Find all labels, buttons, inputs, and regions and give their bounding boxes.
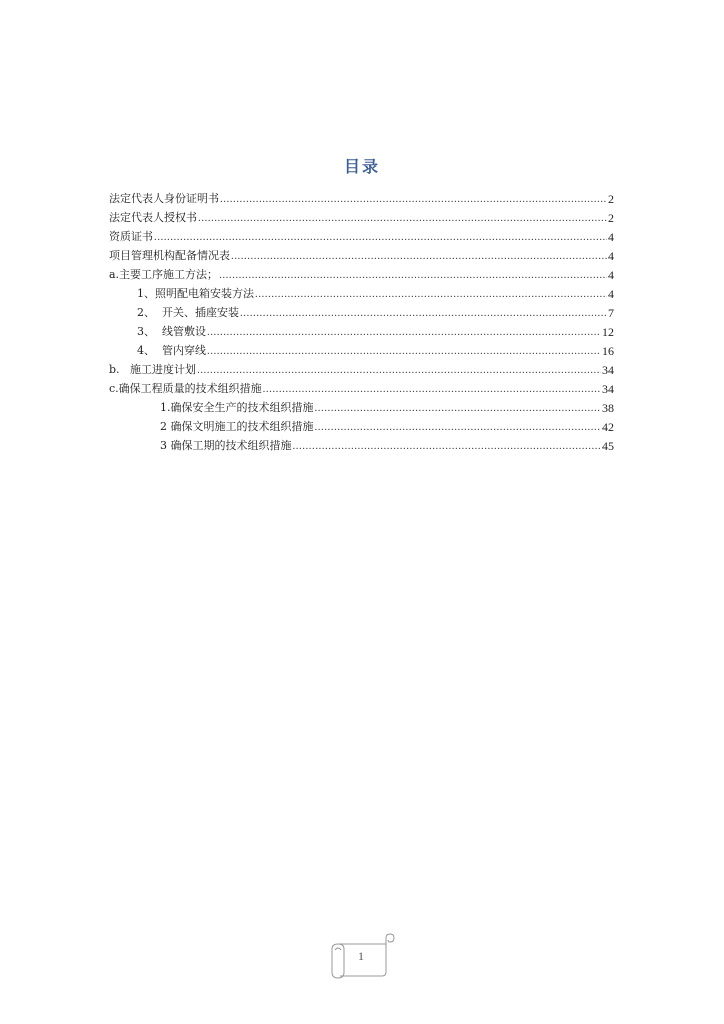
toc-entry-page: 4 bbox=[608, 287, 614, 301]
toc-entry[interactable] bbox=[109, 377, 614, 396]
table-of-contents bbox=[109, 187, 614, 453]
leader-dots bbox=[154, 230, 607, 244]
toc-entry-page: 7 bbox=[608, 306, 614, 320]
leader-dots bbox=[219, 268, 607, 282]
toc-entry-label: 项目管理机构配备情况表 bbox=[109, 249, 230, 262]
toc-entry[interactable] bbox=[109, 301, 614, 320]
leader-dots bbox=[231, 249, 607, 263]
page-footer bbox=[328, 932, 398, 980]
leader-dots bbox=[220, 192, 607, 206]
toc-entry-label: c.确保工程质量的技术组织措施 bbox=[109, 382, 262, 395]
toc-entry[interactable] bbox=[109, 358, 614, 377]
toc-entry-page: 34 bbox=[602, 363, 614, 377]
toc-entry-label: 1.确保安全生产的技术组织措施 bbox=[160, 401, 314, 414]
toc-entry[interactable] bbox=[109, 396, 614, 415]
leader-dots bbox=[207, 344, 601, 358]
toc-entry-page: 4 bbox=[608, 268, 614, 282]
toc-entry-label: b. 施工进度计划 bbox=[109, 363, 197, 376]
toc-entry-label: 1、照明配电箱安装方法 bbox=[137, 287, 254, 300]
leader-dots bbox=[293, 439, 602, 453]
page-number: 1 bbox=[358, 949, 364, 963]
toc-entry-page: 38 bbox=[602, 401, 614, 415]
toc-entry-page: 42 bbox=[602, 420, 614, 434]
toc-entry-label: 4、 管内穿线 bbox=[137, 344, 206, 357]
toc-entry[interactable] bbox=[109, 244, 614, 263]
leader-dots bbox=[255, 287, 607, 301]
leader-dots bbox=[263, 382, 601, 396]
toc-entry[interactable] bbox=[109, 206, 614, 225]
toc-entry-page: 34 bbox=[602, 382, 614, 396]
toc-entry[interactable] bbox=[109, 263, 614, 282]
leader-dots bbox=[315, 420, 602, 434]
toc-entry-page: 2 bbox=[608, 192, 614, 206]
leader-dots bbox=[197, 363, 601, 377]
leader-dots bbox=[315, 401, 602, 415]
leader-dots bbox=[207, 325, 601, 339]
toc-entry-page: 12 bbox=[602, 325, 614, 339]
toc-entry-page: 4 bbox=[608, 249, 614, 263]
toc-entry-label: 3、 线管敷设 bbox=[137, 325, 206, 338]
toc-entry[interactable] bbox=[109, 434, 614, 453]
toc-entry-label: 法定代表人身份证明书 bbox=[109, 192, 219, 205]
toc-entry[interactable] bbox=[109, 320, 614, 339]
toc-title: 目录 bbox=[343, 157, 380, 176]
toc-entry-label: 3 确保工期的技术组织措施 bbox=[160, 439, 292, 452]
leader-dots bbox=[240, 306, 607, 320]
toc-entry[interactable] bbox=[109, 339, 614, 358]
toc-entry-page: 2 bbox=[608, 211, 614, 225]
toc-entry-label: 资质证书 bbox=[109, 230, 153, 243]
toc-entry-page: 4 bbox=[608, 230, 614, 244]
toc-entry[interactable] bbox=[109, 187, 614, 206]
toc-entry[interactable] bbox=[109, 415, 614, 434]
toc-entry-label: 2 确保文明施工的技术组织措施 bbox=[160, 420, 314, 433]
toc-entry-page: 45 bbox=[602, 439, 614, 453]
toc-entry-page: 16 bbox=[602, 344, 614, 358]
toc-entry[interactable] bbox=[109, 282, 614, 301]
toc-entry[interactable] bbox=[109, 225, 614, 244]
toc-entry-label: 2、 开关、插座安装 bbox=[137, 306, 239, 319]
toc-entry-label: 法定代表人授权书 bbox=[109, 211, 197, 224]
leader-dots bbox=[198, 211, 607, 225]
toc-entry-label: a.主要工序施工方法； bbox=[109, 268, 219, 281]
